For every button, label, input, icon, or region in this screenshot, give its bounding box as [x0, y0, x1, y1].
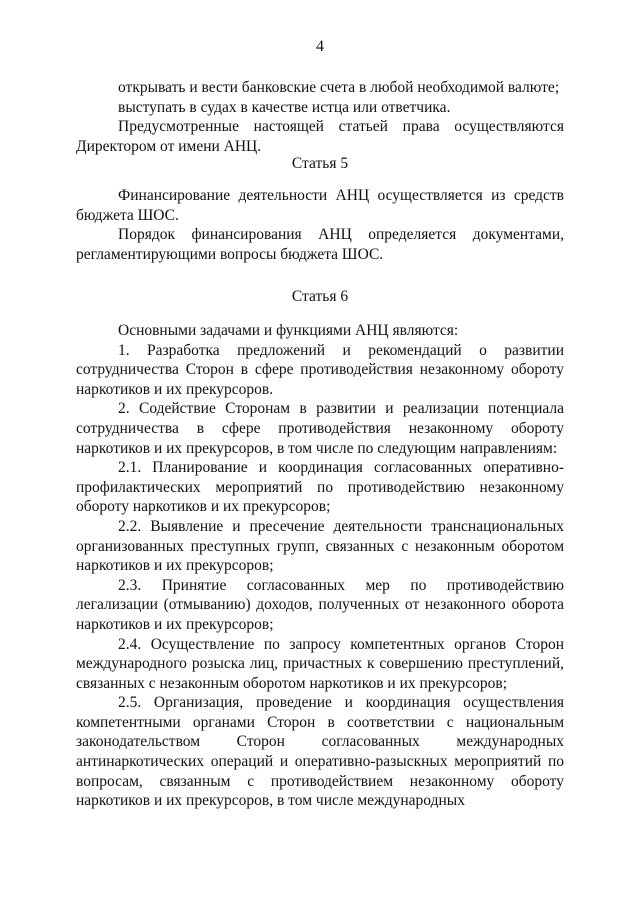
article-5-heading: Статья 5 [291, 155, 349, 172]
list-item: 2.1. Планирование и координация согласованных оперативно-профилактических мероприятий по противодействию незаконному обороту наркотиков и их прекурсоров; [76, 459, 564, 516]
list-item: 1. Разработка предложений и рекомендаций о развитии сотрудничества Сторон в сфере противодействия незаконному обороту наркотиков и их прекурсоров. [76, 341, 564, 398]
paragraph: открывать и вести банковские счета в любой необходимой валюте; [118, 79, 560, 96]
article-4-continuation [76, 78, 564, 156]
article-6-heading: Статья 6 [291, 288, 349, 305]
article-6-body [76, 321, 564, 811]
list-item: 2.3. Принятие согласованных мер по противодействию легализации (отмыванию) доходов, полученных от незаконного оборота наркотиков и их прекурсоров; [76, 576, 564, 633]
paragraph: выступать в судах в качестве истца или ответчика. [118, 98, 451, 116]
list-item: 2.4. Осуществление по запросу компетентных органов Сторон международного розыска лиц, причастных к совершению преступлений, связанных с незаконным оборотом наркотиков и их прекурсоров; [76, 635, 564, 692]
paragraph: Предусмотренные настоящей статьей права осуществляются Директором от имени АНЦ. [76, 118, 564, 155]
paragraph: Порядок финансирования АНЦ определяется документами, регламентирующими вопросы бюджета ШОС. [76, 226, 564, 263]
article-5-body [76, 186, 564, 264]
paragraph: Основными задачами и функциями АНЦ являются: [118, 322, 459, 339]
paragraph: Финансирование деятельности АНЦ осуществляется из средств бюджета ШОС. [76, 187, 564, 224]
list-item: 2. Содействие Сторонам в развитии и реализации потенциала сотрудничества в сфере противодействия незаконному обороту наркотиков и их прекурсоров, в том числе по следующим направлениям: [76, 400, 564, 457]
list-item: 2.5. Организация, проведение и координация осуществления компетентными органами Сторон в соответствии с национальным законодательством Сторон согласованных международных антинаркотических операций и оперативно-разыскных мероприятий по вопросам, связанным с противодействием незаконному обороту наркотиков и их прекурсоров, в том числе международных [76, 694, 564, 810]
page-number: 4 [316, 38, 324, 55]
list-item: 2.2. Выявление и пресечение деятельности транснациональных организованных преступных групп, связанных с незаконным оборотом наркотиков и их прекурсоров; [76, 517, 564, 575]
